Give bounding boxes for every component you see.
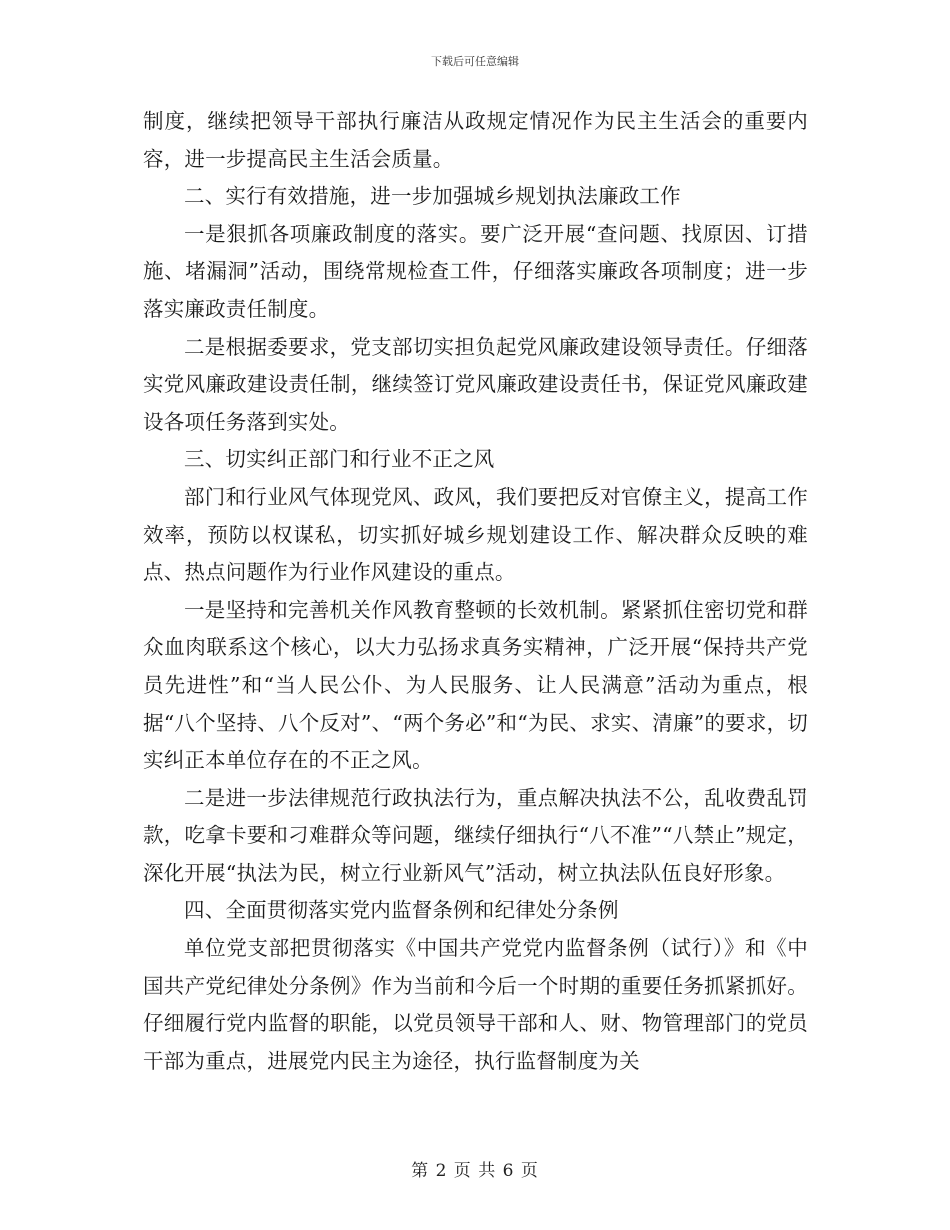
- document-body: [143, 103, 808, 1080]
- header-note: 下载后可任意编辑: [431, 55, 519, 68]
- section-heading-2: 二、实行有效措施，进一步加强城乡规划执法廉政工作: [184, 184, 681, 209]
- paragraph-3: 一是狠抓各项廉政制度的落实。要广泛开展“查问题、找原因、订措施、堵漏洞”活动，围绕常规检查工件，仔细落实廉政各项制度；进一步落实廉政责任制度。: [143, 221, 808, 321]
- paragraph-4: 二是根据委要求，党支部切实担负起党风廉政建设领导责任。仔细落实党风廉政建设责任制，继续签订党风廉政建设责任书，保证党风廉政建设各项任务落到实处。: [143, 334, 808, 434]
- paragraph-1: 制度，继续把领导干部执行廉洁从政规定情况作为民主生活会的重要内容，进一步提高民主生活会质量。: [143, 109, 808, 171]
- paragraph-7: 一是坚持和完善机关作风教育整顿的长效机制。紧紧抓住密切党和群众血肉联系这个核心，以大力弘扬求真务实精神，广泛开展“保持共产党员先进性”和“当人民公仆、为人民服务、让人民满意”活动为重点，根据“八个坚持、八个反对”、“两个务必”和“为民、求实、清廉”的要求，切实纠正本单位存在的不正之风。: [143, 597, 808, 773]
- paragraph-8: 二是进一步法律规范行政执法行为，重点解决执法不公，乱收费乱罚款，吃拿卡要和刁难群众等问题，继续仔细执行“八不准”“八禁止”规定，深化开展“执法为民，树立行业新风气”活动，树立执法队伍良好形象。: [143, 785, 808, 885]
- paragraph-10: 单位党支部把贯彻落实《中国共产党党内监督条例（试行）》和《中国共产党纪律处分条例》作为当前和今后一个时期的重要任务抓紧抓好。仔细履行党内监督的职能，以党员领导干部和人、财、物管理部门的党员干部为重点，进展党内民主为途径，执行监督制度为关: [143, 936, 808, 1073]
- section-heading-3: 三、切实纠正部门和行业不正之风: [184, 447, 495, 472]
- section-heading-4: 四、全面贯彻落实党内监督条例和纪律处分条例: [184, 898, 619, 923]
- paragraph-6: 部门和行业风气体现党风、政风，我们要把反对官僚主义，提高工作效率，预防以权谋私，切实抓好城乡规划建设工作、解决群众反映的难点、热点问题作为行业作风建设的重点。: [143, 484, 808, 585]
- page-number-footer: 第 2 页 共 6 页: [411, 1161, 539, 1181]
